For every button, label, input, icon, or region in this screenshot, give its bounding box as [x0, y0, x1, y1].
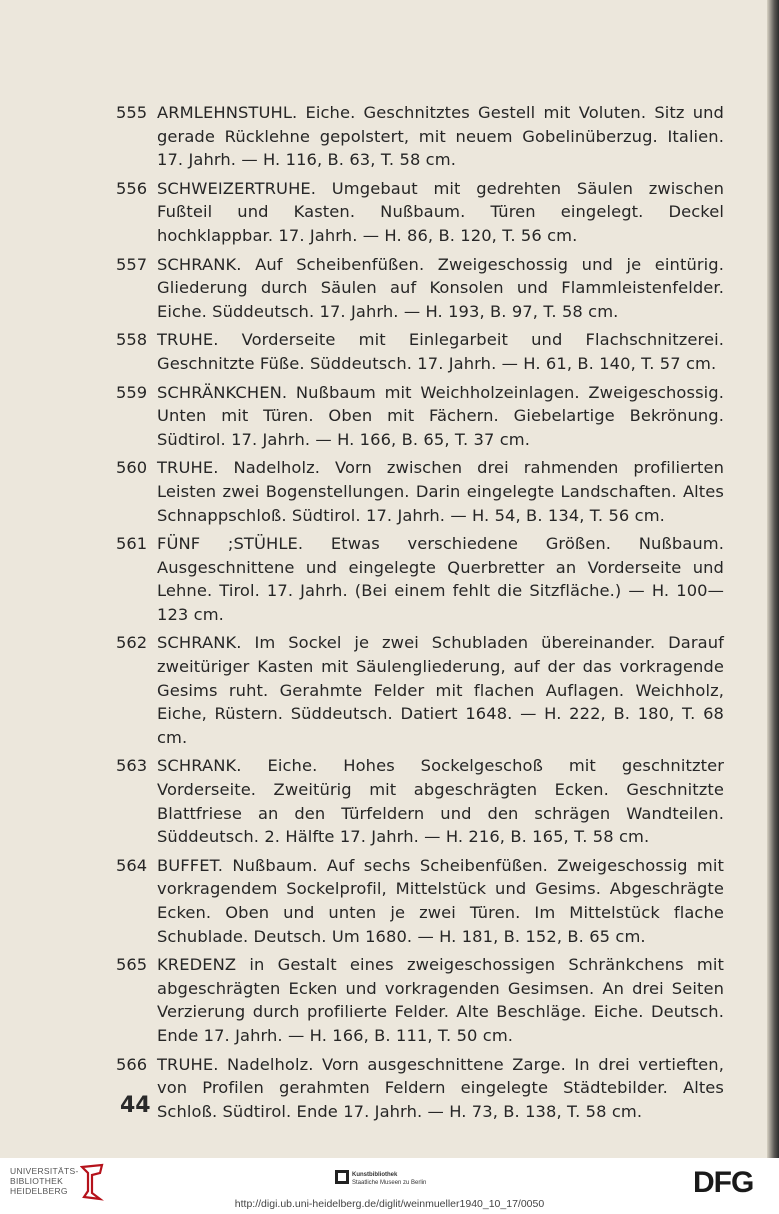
entry-number: 561	[116, 534, 148, 554]
catalog-entry	[106, 754, 724, 848]
university-line-1: UNIVERSITÄTS-	[10, 1166, 79, 1176]
entry-number: 562	[116, 633, 148, 653]
dfg-logo[interactable]: DFG	[693, 1166, 754, 1199]
entry-number: 563	[116, 756, 148, 776]
catalog-entry	[106, 532, 724, 626]
entry-text: SCHRANK. Eiche. Hohes Sockelgeschoß mit geschnitzter Vorderseite. Zweitürig mit abgeschrägten Ecken. Geschnitzte Blattfriese an den Türfeldern und den schrägen Wandteilen. Süddeutsch. 2. Hälfte 17. Jahrh. — H. 216, B. 165, T. 58 cm.	[157, 756, 724, 847]
entry-number: 557	[116, 254, 148, 274]
kunstbibliothek-logo-icon	[335, 1170, 349, 1184]
entry-text: BUFFET. Nußbaum. Auf sechs Scheibenfüßen. Zweigeschossig mit vorkragendem Sockelprofil, Mittelstück und Gesims. Abgeschrägte Ecken. Oben und unten je zwei Türen. Im Mittelstück flache Schublade. Deutsch. Um 1680. — H. 181, B. 152, B. 65 cm.	[157, 855, 724, 946]
scan-edge-shadow	[767, 0, 779, 1158]
entry-number: 559	[116, 382, 148, 402]
entry-text: TRUHE. Nadelholz. Vorn zwischen drei rahmenden profilierten Leisten zwei Bogenstellungen. Darin eingelegte Landschaften. Altes Schnappschloß. Südtirol. 17. Jahrh. — H. 54, B. 134, T. 56 cm.	[157, 458, 724, 525]
entry-number: 560	[116, 458, 148, 478]
entry-number: 555	[116, 103, 148, 122]
museen-label: Staatliche Museen zu Berlin	[352, 1180, 427, 1186]
catalog-entry	[106, 456, 724, 527]
catalog-entry	[106, 328, 724, 375]
catalog-entry	[106, 953, 724, 1047]
entry-number: 556	[116, 178, 148, 198]
entry-text: SCHRÄNKCHEN. Nußbaum mit Weichholzeinlagen. Zweigeschossig. Unten mit Türen. Oben mit Fächern. Giebelartige Bekrönung. Südtirol. 17. Jahrh. — H. 166, B. 65, T. 37 cm.	[157, 382, 724, 449]
catalog-entry	[106, 1053, 724, 1124]
entry-number: 565	[116, 955, 148, 975]
entry-text: SCHRANK. Im Sockel je zwei Schubladen übereinander. Darauf zweitüriger Kasten mit Säulengliederung, auf der das vorkragende Gesims ruht. Gerahmte Felder mit flachen Auflagen. Weichholz, Eiche, Rüstern. Süddeutsch. Datiert 1648. — H. 222, B. 180, T. 68 cm.	[157, 633, 724, 747]
entry-number: 558	[116, 330, 148, 350]
catalog-entry	[106, 101, 724, 172]
page-number: 44	[120, 1093, 151, 1118]
catalog-entry	[106, 381, 724, 452]
entry-text: SCHRANK. Auf Scheibenfüßen. Zweigeschossig und je eintürig. Gliederung durch Säulen auf Konsolen und Flammleistenfelder. Eiche. Süddeutsch. 17. Jahrh. — H. 193, B. 97, T. 58 cm.	[157, 254, 724, 321]
catalog-entry	[106, 253, 724, 324]
entry-number: 564	[116, 855, 148, 875]
entry-text: TRUHE. Nadelholz. Vorn ausgeschnittene Zarge. In drei vertieften, von Profilen gerahmten Feldern eingelegte Städtebilder. Altes Schloß. Südtirol. Ende 17. Jahrh. — H. 73, B. 138, T. 58 cm.	[157, 1054, 724, 1121]
footer-bar	[0, 1158, 779, 1214]
entry-number: 566	[116, 1054, 148, 1074]
kunstbibliothek-label: Kunstbibliothek	[352, 1172, 398, 1178]
catalog-entries	[106, 101, 724, 1128]
university-line-3: HEIDELBERG	[10, 1186, 68, 1196]
catalog-entry	[106, 631, 724, 749]
entry-text: SCHWEIZERTRUHE. Umgebaut mit gedrehten Säulen zwischen Fußteil und Kasten. Nußbaum. Türen eingelegt. Deckel hochklappbar. 17. Jahrh. — H. 86, B. 120, T. 56 cm.	[157, 178, 724, 245]
university-library-logo[interactable]	[10, 1166, 79, 1196]
university-line-2: BIBLIOTHEK	[10, 1176, 64, 1186]
kunstbibliothek-text[interactable]	[352, 1171, 426, 1187]
permalink-url[interactable]: http://digi.ub.uni-heidelberg.de/diglit/weinmueller1940_10_17/0050	[234, 1198, 545, 1210]
entry-text: TRUHE. Vorderseite mit Einlegarbeit und Flachschnitzerei. Geschnitzte Füße. Süddeutsch. 17. Jahrh. — H. 61, B. 140, T. 57 cm.	[157, 330, 724, 373]
entry-text: ARMLEHNSTUHL. Eiche. Geschnitztes Gestell mit Voluten. Sitz und gerade Rücklehne gepolstert, mit neuem Gobelinüberzug. Italien. 17. Jahrh. — H. 116, B. 63, T. 58 cm.	[157, 103, 724, 170]
university-emblem-icon	[80, 1163, 106, 1201]
catalog-entry	[106, 854, 724, 948]
entry-text: KREDENZ in Gestalt eines zweigeschossigen Schränkchens mit abgeschrägten Ecken und vorkragenden Gesimsen. An drei Seiten Verzierung durch profilierte Felder. Alte Beschläge. Eiche. Deutsch. Ende 17. Jahrh. — H. 166, B. 111, T. 50 cm.	[157, 955, 724, 1045]
catalog-entry	[106, 177, 724, 248]
entry-text: FÜNF ;STÜHLE. Etwas verschiedene Größen. Nußbaum. Ausgeschnittene und eingelegte Querbretter an Vorderseite und Lehne. Tirol. 17. Jahrh. (Bei einem fehlt die Sitzfläche.) — H. 100—123 cm.	[157, 534, 724, 624]
